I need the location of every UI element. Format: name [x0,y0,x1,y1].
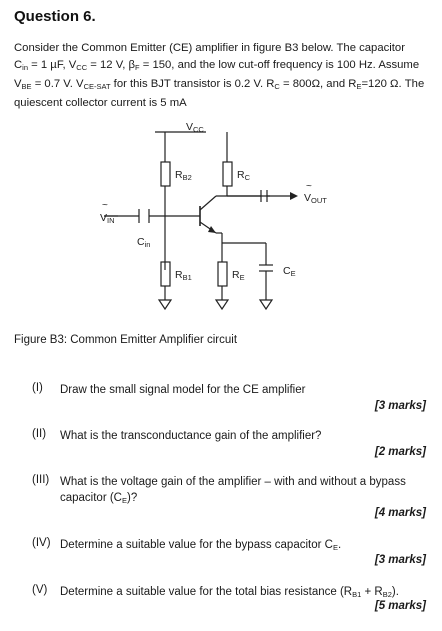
resistor-re [218,262,227,286]
intro-line-2: $C_{in} = 1$ µF, $V_{CC} = 12$ V, $\beta_F = 150$, and the low cut-off frequency is 100 Hz. Assume [14,59,420,72]
q1-text: Draw the small signal model for the CE amplifier [60,384,306,396]
intro-line-4: quiescent collector current is 5 mA [14,97,187,109]
resistor-rb2 [161,162,170,186]
q4-number: (IV) [32,537,51,549]
label-re: RE [232,269,245,282]
q2-marks: [2 marks] [374,446,426,458]
q5-marks: [5 marks] [374,600,426,612]
q1-number: (I) [32,382,43,394]
q4-text: Determine a suitable value for the bypass capacitor $C_E$. [60,539,342,552]
q2-number: (II) [32,428,47,440]
intro-line-1: Consider the Common Emitter (CE) amplifier in figure B3 below. The capacitor [14,42,405,54]
label-rb1: RB1 [175,269,192,282]
q5-text: Determine a suitable value for the total bias resistance $(R_{B1} + R_{B2})$. [60,586,399,599]
label-vcc: VCC [186,121,204,134]
label-rc: RC [237,169,251,182]
label-vin: VIN [100,212,115,225]
label-rb2: RB2 [175,169,192,182]
q2-text: What is the transconductance gain of the amplifier? [60,430,322,442]
q3-number: (III) [32,474,50,486]
figure-caption: Figure B3: Common Emitter Amplifier circuit [14,334,238,346]
q1-marks: [3 marks] [374,400,426,412]
tilde-vin: ~ [102,200,108,211]
question-title: Question 6. [14,8,96,25]
tilde-vout: ~ [306,181,312,192]
label-ce: CE [283,265,296,278]
q4-marks: [3 marks] [374,554,426,566]
intro-line-3: $V_{BE} = 0.7$ V. $V_{CE-SAT}$ for this BJT transistor is 0.2 V. $R_C = 800\Omega$, and $R_E=120$ Ω. The [14,78,425,91]
q5-number: (V) [32,584,48,596]
q3-marks: [4 marks] [374,507,426,519]
label-cin: Cin [137,236,151,249]
resistor-rc [223,162,232,186]
label-vout: VOUT [304,192,327,205]
q3-text: What is the voltage gain of the amplifier – with and without a bypass capacitor $(C_E)$? [60,476,406,505]
